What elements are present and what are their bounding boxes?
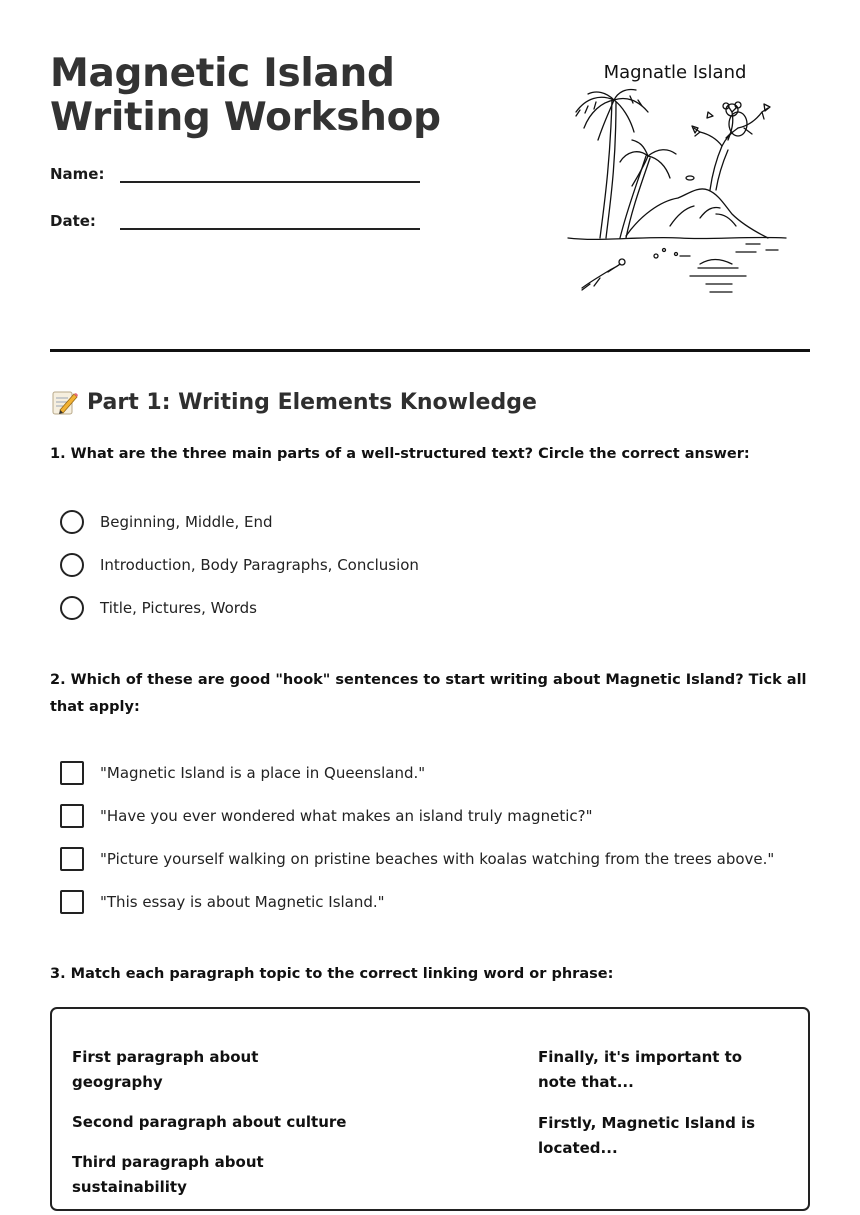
q2-option-label: "Picture yourself walking on pristine beaches with koalas watching from the trees above." [100, 850, 775, 868]
island-illustration [560, 60, 790, 300]
date-line[interactable] [120, 228, 420, 230]
date-field [50, 212, 420, 234]
checkbox[interactable] [60, 890, 84, 914]
q2-option-1[interactable] [60, 760, 425, 786]
date-label: Date: [50, 212, 96, 230]
q1-option-label: Beginning, Middle, End [100, 513, 273, 531]
radio-circle[interactable] [60, 510, 84, 534]
matching-phrase[interactable]: Finally, it's important to note that... [538, 1048, 743, 1091]
illustration-caption: Magnatle Island [603, 62, 747, 83]
checkbox[interactable] [60, 847, 84, 871]
name-line[interactable] [120, 181, 420, 183]
matching-phrase[interactable]: Firstly, Magnetic Island is located... [538, 1114, 756, 1157]
matching-topic[interactable]: Third paragraph about sustainability [72, 1153, 264, 1196]
q1-option-label: Title, Pictures, Words [100, 599, 257, 617]
matching-topics [72, 1045, 352, 1215]
q1-option-3[interactable] [60, 595, 257, 621]
matching-topic[interactable]: Second paragraph about culture [72, 1113, 347, 1131]
name-label: Name: [50, 165, 105, 183]
section-title-text: Part 1: Writing Elements Knowledge [87, 389, 537, 415]
question-2: 2. Which of these are good "hook" sentences to start writing about Magnetic Island? Tick all that apply: [50, 672, 807, 715]
radio-circle[interactable] [60, 596, 84, 620]
name-field [50, 165, 420, 187]
q2-option-4[interactable] [60, 889, 385, 915]
q1-option-1[interactable] [60, 509, 273, 535]
q2-option-label: "This essay is about Magnetic Island." [100, 893, 385, 911]
checkbox[interactable] [60, 761, 84, 785]
checkbox[interactable] [60, 804, 84, 828]
question-1: 1. What are the three main parts of a well-structured text? Circle the correct answer: [50, 446, 750, 462]
section-title-part1 [50, 388, 537, 416]
q2-option-2[interactable] [60, 803, 592, 829]
memo-icon [50, 388, 78, 416]
q1-option-2[interactable] [60, 552, 419, 578]
q1-option-label: Introduction, Body Paragraphs, Conclusion [100, 556, 419, 574]
radio-circle[interactable] [60, 553, 84, 577]
header-divider [50, 349, 810, 352]
q2-option-label: "Have you ever wondered what makes an island truly magnetic?" [100, 807, 593, 825]
matching-topic[interactable]: First paragraph about geography [72, 1048, 259, 1091]
island-drawing [560, 86, 790, 298]
q2-option-label: "Magnetic Island is a place in Queensland." [100, 764, 426, 782]
q2-option-3[interactable] [60, 846, 774, 872]
worksheet-title: Magnetic Island Writing Workshop [50, 51, 441, 140]
matching-linking-phrases [538, 1045, 778, 1177]
question-3: 3. Match each paragraph topic to the correct linking word or phrase: [50, 966, 614, 982]
matching-box [50, 1007, 810, 1211]
